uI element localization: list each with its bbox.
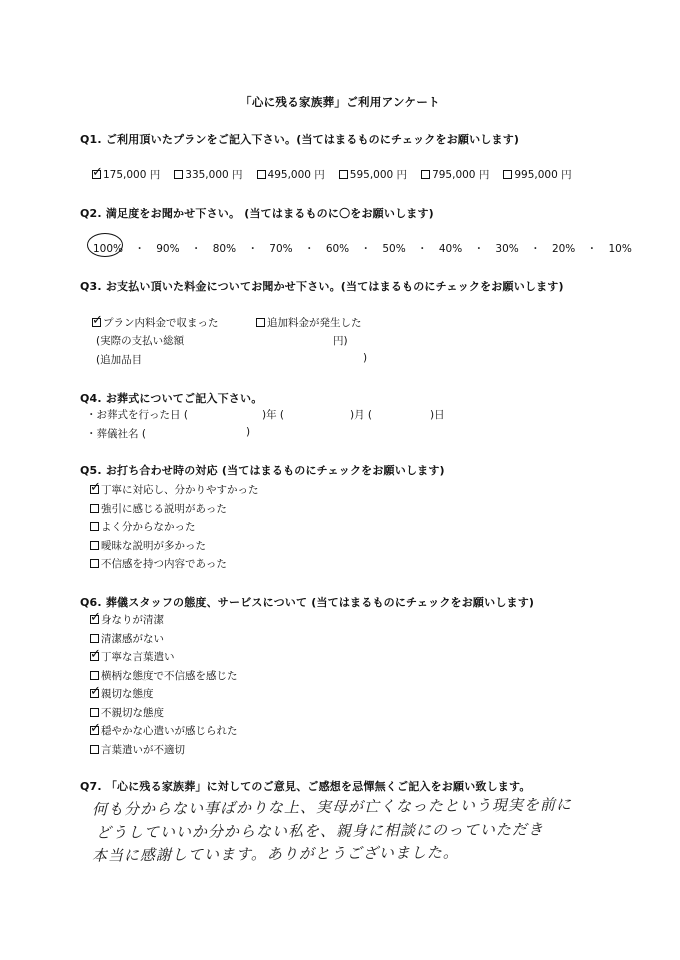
check-mark-icon: ✓ xyxy=(92,165,103,180)
checkbox[interactable] xyxy=(90,671,99,680)
handwritten-comment-line-1: 何も分からない事ばかりな上、実母が亡くなったという現実を前に xyxy=(91,795,573,819)
q4-month-label: )月 ( xyxy=(350,409,373,421)
q5-option-distrust[interactable]: 不信感を持つ内容であった xyxy=(90,555,259,574)
checkbox[interactable] xyxy=(92,165,103,180)
q6-option-unkind[interactable]: 不親切な態度 xyxy=(90,704,238,723)
separator: ・ xyxy=(303,243,315,255)
separator: ・ xyxy=(586,243,598,255)
checkbox[interactable] xyxy=(90,647,101,662)
q3-additional-items-open: (追加品目 xyxy=(96,354,143,366)
q2-option-10[interactable]: 10% xyxy=(608,243,632,255)
q6-option-not-clean[interactable]: 清潔感がない xyxy=(90,630,238,649)
q7-label: Q7. 「心に残る家族葬」に対してのご意見、ご感想を忌憚無くご記入をお願い致します。 xyxy=(80,780,531,793)
q6-label: Q6. 葬儀スタッフの態度、サービスについて (当てはまるものにチェックをお願いします) xyxy=(80,596,535,609)
separator: ・ xyxy=(247,243,258,255)
q6-option-polite-words[interactable]: ✓ 丁寧な言葉遣い xyxy=(90,647,175,663)
q1-option-995000[interactable]: 995,000 円 xyxy=(503,167,571,182)
q1-option-495000[interactable]: 495,000 円 xyxy=(257,167,325,182)
check-mark-icon: ✓ xyxy=(90,480,101,495)
survey-title: 「心に残る家族葬」ご利用アンケート xyxy=(240,95,440,109)
q6-option-inappropriate-words[interactable]: 言葉遣いが不適切 xyxy=(90,741,238,760)
separator: ・ xyxy=(417,243,428,255)
separator: ・ xyxy=(530,243,541,255)
checkbox[interactable] xyxy=(90,480,101,495)
q5-label: Q5. お打ち合わせ時の対応 (当てはまるものにチェックをお願いします) xyxy=(80,464,445,477)
q6-option-arrogant[interactable]: 横柄な態度で不信感を感じた xyxy=(90,667,238,686)
checkbox[interactable] xyxy=(174,170,183,179)
checkbox[interactable] xyxy=(90,745,99,754)
check-mark-icon: ✓ xyxy=(90,721,101,736)
q3-additional-items-close: ) xyxy=(363,352,368,364)
q4-day-label: )日 xyxy=(430,409,445,421)
q6-option-clean-appearance[interactable]: ✓ 身なりが清潔 xyxy=(90,610,164,626)
check-mark-icon: ✓ xyxy=(90,647,101,662)
q3-option-additional-fee[interactable]: 追加料金が発生した xyxy=(256,315,362,330)
separator: ・ xyxy=(190,243,202,255)
q1-option-795000[interactable]: 795,000 円 xyxy=(421,167,489,182)
q2-option-90[interactable]: 90% xyxy=(156,243,180,255)
separator: ・ xyxy=(473,243,485,255)
q1-option-595000[interactable]: 595,000 円 xyxy=(339,167,407,182)
q2-scale xyxy=(93,241,632,256)
q2-option-80[interactable]: 80% xyxy=(212,243,237,255)
checkbox[interactable] xyxy=(90,504,99,513)
q6-option-gentle-care[interactable]: ✓ 穏やかな心遣いが感じられた xyxy=(90,721,238,737)
checkbox[interactable] xyxy=(90,684,101,699)
q3-label: Q3. お支払い頂いた料金についてお聞かせ下さい。(当てはまるものにチェックをお願いします) xyxy=(80,280,564,293)
separator: ・ xyxy=(360,243,371,255)
checkbox[interactable] xyxy=(503,170,512,179)
checkbox[interactable] xyxy=(421,170,430,179)
q5-option-unclear[interactable]: よく分からなかった xyxy=(90,518,259,537)
checkbox[interactable] xyxy=(257,170,266,179)
q2-option-100[interactable]: 100% xyxy=(93,243,124,255)
checkbox[interactable] xyxy=(90,634,99,643)
q2-option-60[interactable]: 60% xyxy=(325,243,350,255)
q5-option-vague[interactable]: 曖昧な説明が多かった xyxy=(90,537,259,556)
q5-options xyxy=(90,481,259,574)
q4-hall-prefix: ・葬儀社名 ( xyxy=(86,428,146,440)
q2-option-70[interactable]: 70% xyxy=(269,243,293,255)
q2-option-20[interactable]: 20% xyxy=(551,243,576,255)
checkbox[interactable] xyxy=(92,313,103,328)
q5-option-pushy[interactable]: 強引に感じる説明があった xyxy=(90,500,259,519)
handwritten-comment-line-2: どうしていいか分からない私を、親身に相談にのっていただき xyxy=(95,820,544,842)
checkbox[interactable] xyxy=(90,559,99,568)
q1-option-335000[interactable]: 335,000 円 xyxy=(174,167,242,182)
check-mark-icon: ✓ xyxy=(92,313,103,328)
q3-actual-payment-close: 円) xyxy=(333,335,348,347)
q4-year-label: )年 ( xyxy=(262,409,285,421)
q2-option-40[interactable]: 40% xyxy=(438,243,463,255)
check-mark-icon: ✓ xyxy=(90,610,101,625)
checkbox[interactable] xyxy=(256,318,265,327)
q2-option-50[interactable]: 50% xyxy=(382,243,406,255)
checkbox[interactable] xyxy=(90,721,101,736)
q3-option-within-plan[interactable]: ✓ プラン内料金で収まった xyxy=(92,313,219,329)
q4-date-prefix: ・お葬式を行った日 ( xyxy=(86,409,188,421)
check-mark-icon: ✓ xyxy=(90,684,101,699)
q3-actual-payment-open: (実際の支払い総額 xyxy=(96,335,185,347)
q1-label: Q1. ご利用頂いたプランをご記入下さい。(当てはまるものにチェックをお願いします) xyxy=(80,133,520,146)
q1-options xyxy=(92,167,572,182)
q6-options xyxy=(90,611,238,759)
checkbox[interactable] xyxy=(90,522,99,531)
checkbox[interactable] xyxy=(90,541,99,550)
checkbox[interactable] xyxy=(90,708,99,717)
q4-label: Q4. お葬式についてご記入下さい。 xyxy=(80,392,263,405)
q4-hall-suffix: ) xyxy=(246,426,251,438)
separator: ・ xyxy=(134,243,145,255)
q2-label: Q2. 満足度をお聞かせ下さい。 (当てはまるものに〇をお願いします) xyxy=(80,207,434,220)
q6-option-kind[interactable]: ✓ 親切な態度 xyxy=(90,684,154,700)
q1-option-175000[interactable]: ✓ 175,000 円 xyxy=(92,165,161,181)
handwritten-comment-line-3: 本当に感謝しています。ありがとうございました。 xyxy=(91,843,459,865)
checkbox[interactable] xyxy=(339,170,348,179)
q2-option-30[interactable]: 30% xyxy=(495,243,519,255)
checkbox[interactable] xyxy=(90,610,101,625)
q5-option-polite[interactable]: ✓ 丁寧に対応し、分かりやすかった xyxy=(90,480,259,496)
